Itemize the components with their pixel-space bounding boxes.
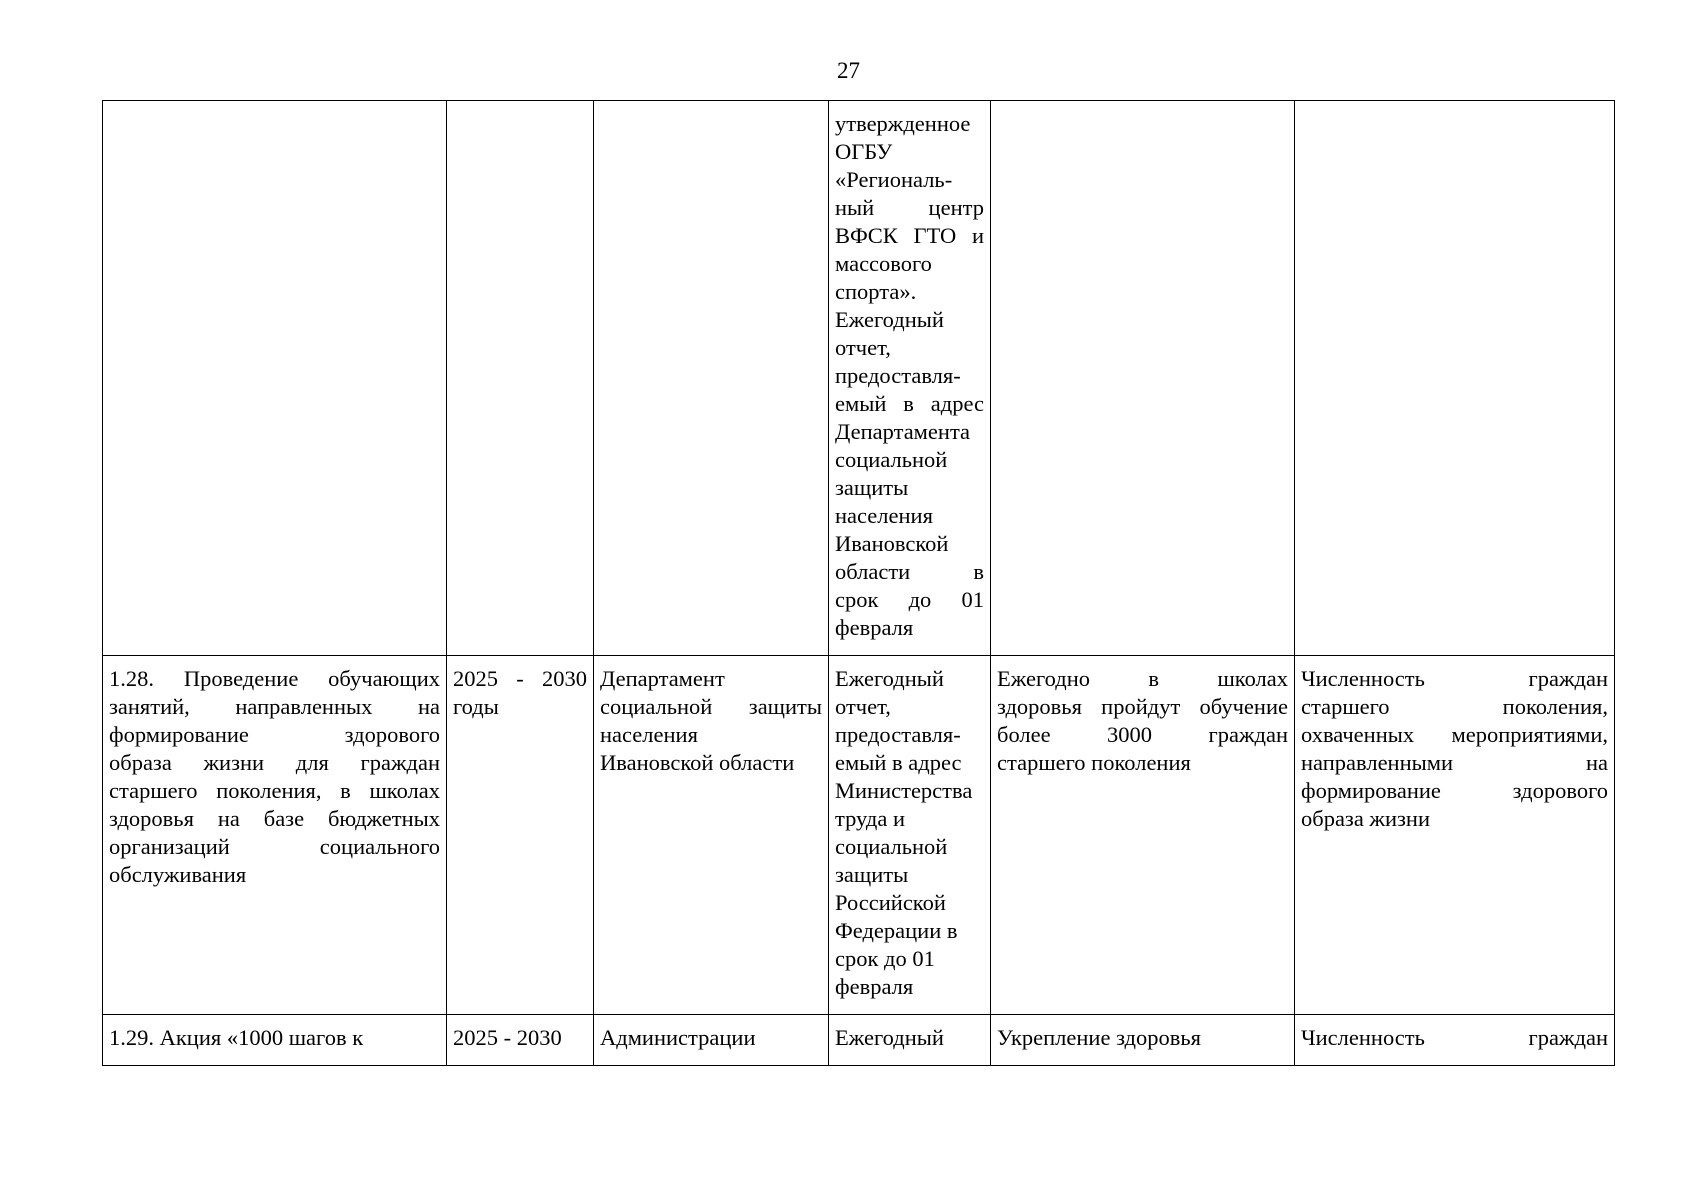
text-line: февраля — [835, 615, 914, 640]
text-line: массового — [835, 251, 932, 276]
result-text: Укрепление здоровья — [997, 1025, 1201, 1050]
executor-cell — [594, 1015, 829, 1066]
table-row — [103, 101, 1615, 656]
text-line: Департамента — [835, 419, 971, 444]
text-line: Ивановской — [835, 531, 949, 556]
table-row — [103, 1015, 1615, 1066]
executor-text — [600, 665, 822, 777]
period-cell — [447, 101, 594, 656]
reporting-text: Ежегодный — [835, 1025, 944, 1050]
text-line: занятий, направленных на — [109, 694, 440, 719]
text-line: предоставля- — [835, 722, 961, 747]
executor-cell — [594, 101, 829, 656]
text-line: образа жизни — [1301, 806, 1430, 831]
text-line: Департамент — [600, 666, 725, 691]
reporting-cell — [829, 101, 991, 656]
text-line: утвержденное — [835, 111, 971, 136]
text-line: срок до 01 — [835, 587, 984, 612]
text-line: предоставля- — [835, 363, 961, 388]
table-row — [103, 656, 1615, 1015]
text-line: ОГБУ — [835, 139, 893, 164]
text-line: защиты — [835, 475, 909, 500]
text-line: отчет, — [835, 694, 891, 719]
text-line: здоровья пройдут обучение — [997, 694, 1288, 719]
text-line: ВФСК ГТО и — [835, 223, 984, 248]
reporting-cell — [829, 1015, 991, 1066]
period-cell — [447, 656, 594, 1015]
executor-text: Администрации — [600, 1025, 756, 1050]
measure-cell — [103, 656, 447, 1015]
text-line: отчет, — [835, 335, 891, 360]
text-line: Ежегодный — [835, 666, 944, 691]
text-line: емый в адрес — [835, 391, 984, 416]
text-line: емый в адрес — [835, 750, 962, 775]
indicator-cell — [1295, 101, 1615, 656]
result-cell — [991, 1015, 1295, 1066]
indicator-cell — [1295, 656, 1615, 1015]
text-line: образа жизни для граждан — [109, 750, 440, 775]
measures-table — [102, 100, 1615, 1066]
text-line: годы — [453, 694, 499, 719]
period-text: 2025 - 2030 — [453, 1025, 562, 1050]
indicator-text — [1301, 665, 1608, 833]
indicator-text — [1301, 1024, 1608, 1052]
text-line: старшего поколения, в школах — [109, 778, 440, 803]
text-line: Численность граждан — [1301, 666, 1608, 691]
text-line: защиты — [835, 862, 909, 887]
result-text — [997, 665, 1288, 777]
text-line: Численность граждан — [1301, 1025, 1608, 1050]
text-line: Министерства — [835, 778, 973, 803]
text-line: старшего поколения, — [1301, 694, 1608, 719]
text-line: срок до 01 — [835, 946, 935, 971]
text-line: формирование здорового — [109, 722, 440, 747]
period-text — [453, 665, 587, 721]
text-line: охваченных мероприятиями, — [1301, 722, 1608, 747]
text-line: февраля — [835, 974, 914, 999]
result-cell — [991, 656, 1295, 1015]
period-cell — [447, 1015, 594, 1066]
text-line: 1.28. Проведение обучающих — [109, 666, 440, 691]
text-line: ный центр — [835, 195, 984, 220]
page-number: 27 — [837, 58, 860, 83]
indicator-cell — [1295, 1015, 1615, 1066]
text-line: спорта». — [835, 279, 917, 304]
measure-text — [109, 665, 440, 889]
text-line: Российской — [835, 890, 946, 915]
text-line: 2025 - 2030 — [453, 666, 587, 691]
text-line: формирование здорового — [1301, 778, 1608, 803]
text-line: населения — [600, 722, 698, 747]
reporting-text — [835, 665, 984, 1001]
text-line: обслуживания — [109, 862, 247, 887]
measure-cell — [103, 101, 447, 656]
measure-cell — [103, 1015, 447, 1066]
text-line: Ивановской области — [600, 750, 795, 775]
text-line: более 3000 граждан — [997, 722, 1288, 747]
reporting-cell — [829, 656, 991, 1015]
measure-text: 1.29. Акция «1000 шагов к — [109, 1025, 364, 1050]
text-line: социальной — [835, 834, 948, 859]
text-line: социальной — [835, 447, 948, 472]
text-line: здоровья на базе бюджетных — [109, 806, 440, 831]
text-line: направленными на — [1301, 750, 1608, 775]
text-line: организаций социального — [109, 834, 440, 859]
text-line: Ежегодно в школах — [997, 666, 1288, 691]
text-line: области в — [835, 559, 984, 584]
executor-cell — [594, 656, 829, 1015]
text-line: труда и — [835, 806, 905, 831]
text-line: населения — [835, 503, 933, 528]
text-line: старшего поколения — [997, 750, 1191, 775]
reporting-text — [835, 110, 984, 642]
text-line: социальной защиты — [600, 694, 822, 719]
result-cell — [991, 101, 1295, 656]
text-line: «Региональ- — [835, 167, 953, 192]
text-line: Ежегодный — [835, 307, 944, 332]
text-line: Федерации в — [835, 918, 958, 943]
